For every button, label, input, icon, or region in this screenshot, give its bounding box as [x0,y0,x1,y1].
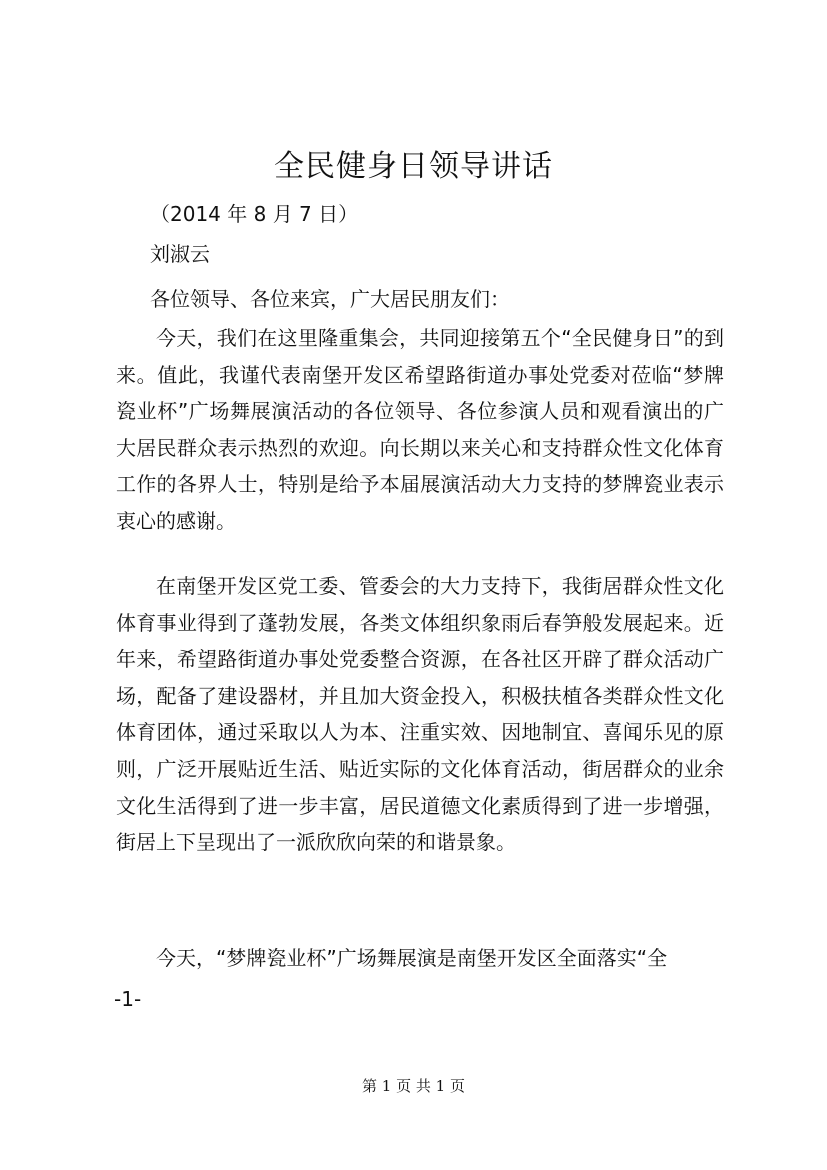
body-paragraph: 今天，我们在这里隆重集会，共同迎接第五个“全民健身日”的到来。值此，我谨代表南堡开发区希望路街道办事处党委对莅临“梦牌瓷业杯”广场舞展演活动的各位领导、各位参演人员和观看演出的广大居民群众表示热烈的欢迎。向长期以来关心和支持群众性文化体育工作的各界人士，特别是给予本届展演活动大力支持的梦牌瓷业表示衷心的感谢。 [116,326,724,533]
body-paragraph: 今天，“梦牌瓷业杯”广场舞展演是南堡开发区全面落实“全 [156,946,668,970]
salutation: 各位领导、各位来宾，广大居民朋友们： [150,287,510,311]
speaker-name: 刘淑云 [150,242,210,266]
document-title: 全民健身日领导讲话 [274,149,553,184]
page-footer: 第 1 页 共 1 页 [362,1077,465,1095]
speech-date: （2014 年 8 月 7 日） [150,202,359,226]
inline-page-number: -1- [114,987,142,1011]
body-paragraph: 在南堡开发区党工委、管委会的大力支持下，我街居群众性文化体育事业得到了蓬勃发展，各类文体组织象雨后春笋般发展起来。近年来，希望路街道办事处党委整合资源，在各社区开辟了群众活动广场，配备了建设器材，并且加大资金投入，积极扶植各类群众性文化体育团体，通过采取以人为本、注重实效、因地制宜、喜闻乐见的原则，广泛开展贴近生活、贴近实际的文化体育活动，街居群众的业余文化生活得到了进一步丰富，居民道德文化素质得到了进一步增强，街居上下呈现出了一派欣欣向荣的和谐景象。 [116,574,724,855]
